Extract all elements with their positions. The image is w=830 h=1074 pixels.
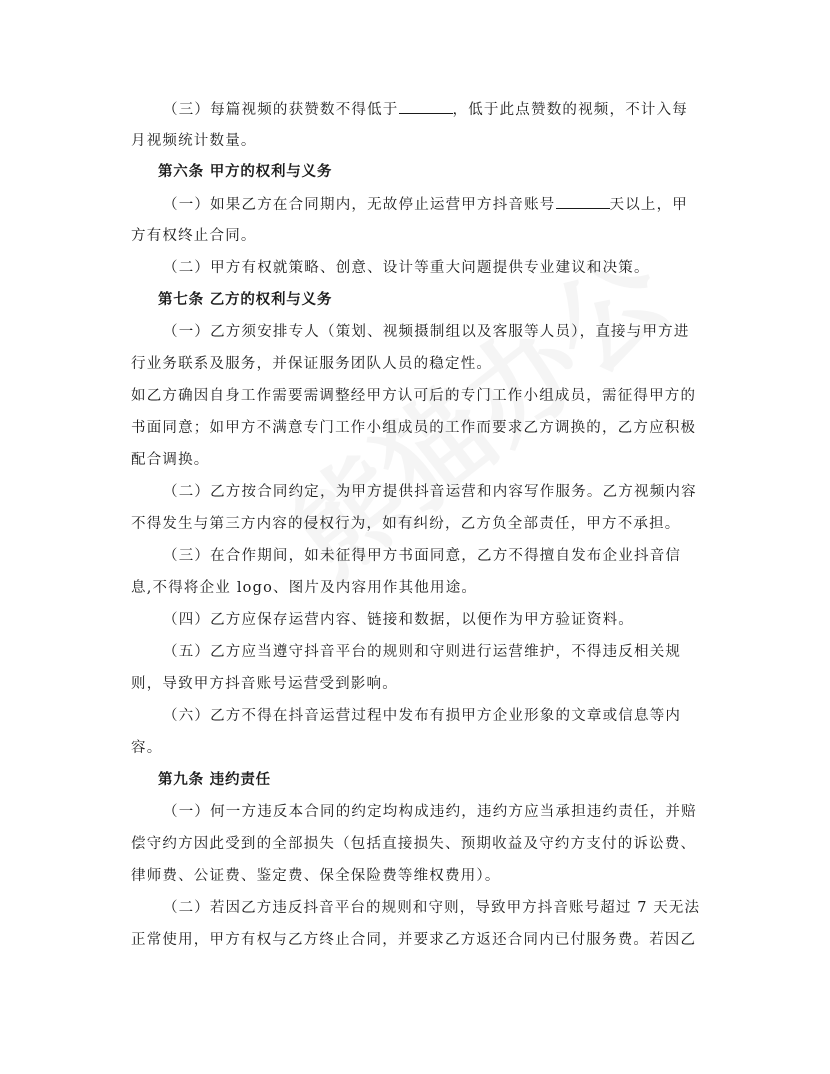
paragraph-line: （二）甲方有权就策略、创意、设计等重大问题提供专业建议和决策。 [163, 260, 650, 276]
paragraph-line: 律师费、公证费、鉴定费、保全保险费等维权费用）。 [131, 868, 501, 884]
article-heading: 第六条 甲方的权利与义务 [158, 164, 333, 180]
article-heading: 第九条 违约责任 [158, 772, 271, 788]
paragraph-line: 月视频统计数量。 [131, 133, 257, 149]
paragraph-line: 偿守约方因此受到的全部损失（包括直接损失、预期收益及守约方支付的诉讼费、 [131, 836, 697, 852]
paragraph-line: 正常使用，甲方有权与乙方终止合同，并要求乙方返还合同内已付服务费。若因乙 [131, 932, 697, 948]
paragraph-line: （二）乙方按合同约定，为甲方提供抖音运营和内容写作服务。乙方视频内容 [163, 484, 697, 500]
paragraph-line: 容。 [131, 740, 163, 756]
paragraph-line: 则，导致甲方抖音账号运营受到影响。 [131, 676, 398, 692]
article-heading: 第七条 乙方的权利与义务 [158, 292, 333, 308]
paragraph-line: （一）如果乙方在合同期内，无故停止运营甲方抖音账号 天以上，甲 [163, 194, 688, 215]
paragraph-line: （四）乙方应保存运营内容、链接和数据，以便作为甲方验证资料。 [163, 612, 634, 628]
paragraph-line: 方有权终止合同。 [131, 228, 257, 244]
paragraph-line: （五）乙方应当遵守抖音平台的规则和守则进行运营维护，不得违反相关规 [163, 644, 682, 660]
fill-in-blank [399, 99, 453, 114]
paragraph-line: 如乙方确因自身工作需要需调整经甲方认可后的专门工作小组成员，需征得甲方的 [131, 388, 697, 404]
paragraph-line: （六）乙方不得在抖音运营过程中发布有损甲方企业形象的文章或信息等内 [163, 708, 682, 724]
paragraph-line: 配合调换。 [131, 452, 210, 468]
paragraph-line: 书面同意；如甲方不满意专门工作小组成员的工作而要求乙方调换的，乙方应积极 [131, 420, 697, 436]
paragraph-line: 不得发生与第三方内容的侵权行为，如有纠纷，乙方负全部责任，甲方不承担。 [131, 516, 681, 532]
fill-in-blank [556, 194, 610, 209]
paragraph-line: （一）何一方违反本合同的约定均构成违约，违约方应当承担违约责任，并赔 [163, 804, 697, 820]
paragraph-line: （三）在合作期间，如未征得甲方书面同意，乙方不得擅自发布企业抖音信 [163, 548, 682, 564]
paragraph-line: （三）每篇视频的获赞数不得低于 ，低于此点赞数的视频，不计入每 [163, 99, 688, 120]
paragraph-line: 息,不得将企业 logo、图片及内容用作其他用途。 [131, 580, 478, 596]
paragraph-line: 行业务联系及服务，并保证服务团队人员的稳定性。 [131, 356, 493, 372]
paragraph-line: （一）乙方须安排专人（策划、视频摄制组以及客服等人员），直接与甲方进 [163, 324, 690, 340]
paragraph-line: （二）若因乙方违反抖音平台的规则和守则，导致甲方抖音账号超过 7 天无法 [163, 900, 701, 916]
